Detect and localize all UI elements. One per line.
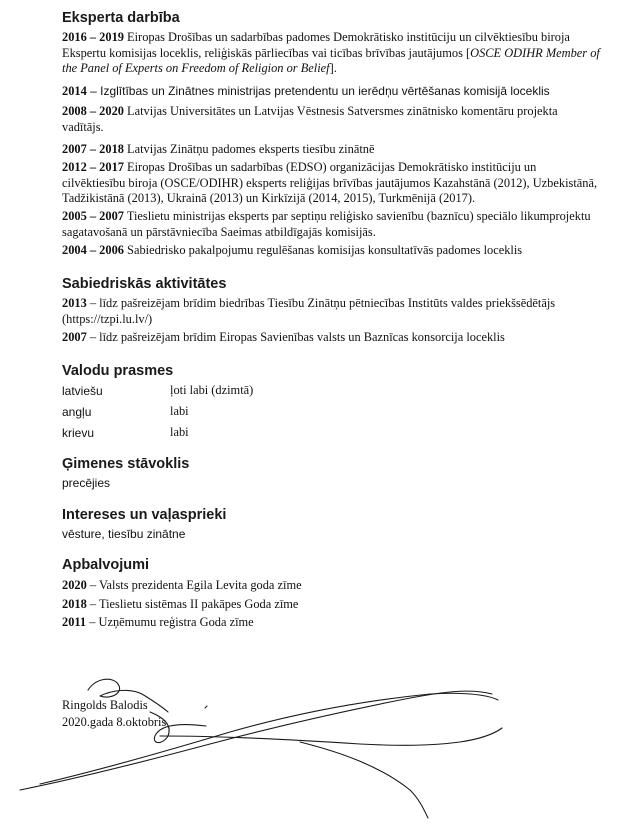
work-entry: 2004 – 2006 Sabiedrisko pakalpojumu regulēšanas komisijas konsultatīvās padomes loceklis xyxy=(62,243,523,257)
language-level: ļoti labi (dzimtā) xyxy=(170,383,254,397)
family-status: precējies xyxy=(62,476,111,490)
signature-date: 2020.gada 8.oktobris xyxy=(62,715,167,729)
award-entry: 2011 – Uzņēmumu reģistra Goda zīme xyxy=(62,615,254,629)
section-heading-family: Ģimenes stāvoklis xyxy=(62,456,190,472)
section-heading-languages: Valodu prasmes xyxy=(62,363,174,379)
work-entry: 2008 – 2020 Latvijas Universitātes un Latvijas Vēstnesis Satversmes zinātnisko komentāru projekta vadītājs. xyxy=(62,104,558,134)
work-entry: 2016 – 2019 Eiropas Drošības un sadarbības padomes Demokrātisko institūciju un cilvēktiesību biroja Ekspertu komisijas loceklis, reliģiskās pārliecības vai ticības brīvības jautājumos [OSCE ODIHR Member of the Panel of Experts on Freedom of Religion or Belief]. xyxy=(62,30,600,76)
work-entry: 2005 – 2007 Tieslietu ministrijas eksperts par septiņu reliģisko savienību (baznīcu) speciālo likumprojektu sagatavošanā un pārstāvniecība Saeimas atbildīgajās komisijās. xyxy=(62,209,591,239)
social-entry: 2007 – līdz pašreizējam brīdim Eiropas Savienības valsts un Baznīcas konsorcija loceklis xyxy=(62,330,505,344)
work-entry: 2014 – Izglītības un Zinātnes ministrijas pretendentu un ierēdņu vērtēšanas komisijā loceklis xyxy=(62,84,550,98)
section-heading-work: Eksperta darbība xyxy=(62,10,180,26)
language-name: angļu xyxy=(62,405,92,419)
signatory-name: Ringolds Balodis xyxy=(62,698,148,712)
section-heading-social: Sabiedriskās aktivitātes xyxy=(62,276,227,292)
award-entry: 2018 – Tieslietu sistēmas II pakāpes Goda zīme xyxy=(62,597,299,611)
section-heading-interests: Intereses un vaļasprieki xyxy=(62,507,227,523)
work-entry: 2007 – 2018 Latvijas Zinātņu padomes eksperts tiesību zinātnē xyxy=(62,142,375,156)
language-name: krievu xyxy=(62,426,95,440)
work-entry: 2012 – 2017 Eiropas Drošības un sadarbības (EDSO) organizācijas Demokrātisko institūciju un cilvēktiesību biroja (OSCE/ODIHR) eksperts reliģijas brīvības jautājumos Kazahstānā (2012), Uzbekistānā, Tadžikistānā (2013), Ukrainā (2013) un Kirkīzijā (2014, 2015), Turkmēnijā (2017). xyxy=(62,160,598,206)
language-level: labi xyxy=(170,404,189,418)
award-entry: 2020 – Valsts prezidenta Egila Levita goda zīme xyxy=(62,578,302,592)
social-entry: 2013 – līdz pašreizējam brīdim biedrības Tiesību Zinātņu pētniecības Institūts valdes priekšsēdētājs (https://tzpi.lu.lv/) xyxy=(62,296,556,326)
interests-value: vēsture, tiesību zinātne xyxy=(62,527,186,541)
language-level: labi xyxy=(170,425,189,439)
language-name: latviešu xyxy=(62,384,103,398)
section-heading-awards: Apbalvojumi xyxy=(62,557,150,573)
